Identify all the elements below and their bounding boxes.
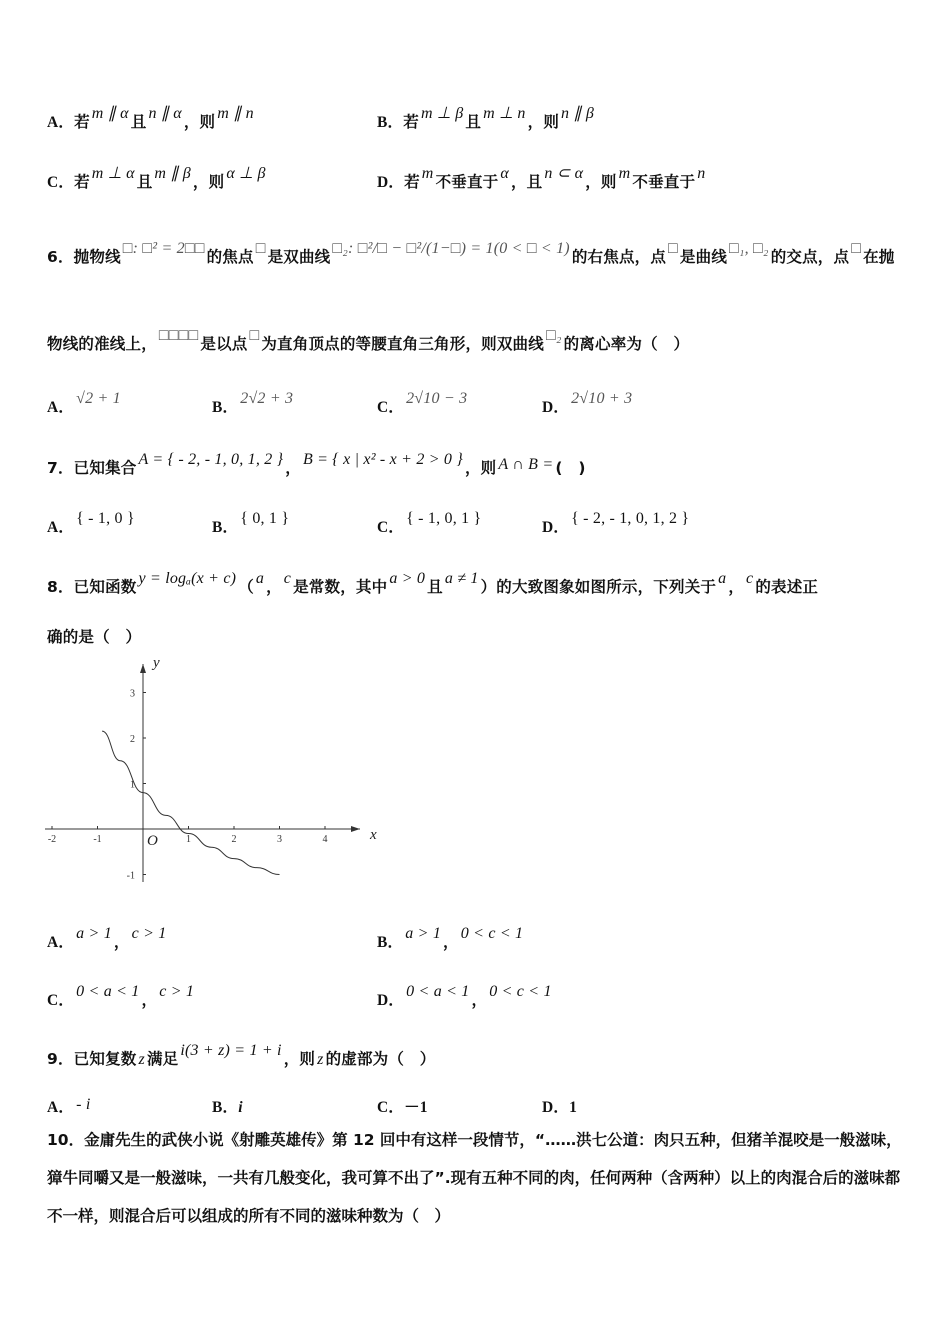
q7-option-d: D．{ - 2, - 1, 0, 1, 2 } — [542, 510, 690, 536]
q9-option-b: B．i — [212, 1099, 243, 1116]
x-tick-label: 4 — [322, 834, 328, 845]
x-tick-label: -2 — [47, 834, 57, 845]
x-tick-label: 2 — [231, 834, 237, 845]
q5-option-b: B．若 m ⊥ β 且 m ⊥ n ，则 n ∥ β — [377, 105, 594, 131]
q8-stem-line1: 8．已知函数 y = logₐ(x + c) （ a ， c 是常数，其中 a > 0 且 a ≠ 1 ）的大致图象如图所示，下列关于 a ， c 的表述正 — [47, 570, 819, 596]
origin-label: O — [147, 833, 158, 849]
q9-option-c: C．－1 — [377, 1099, 428, 1116]
x-tick-label: 3 — [277, 834, 282, 845]
q6-stem-line1: 6．抛物线 □: □² = 2□□ 的焦点 □ 是双曲线 □₂: □²/□ − □²/(1−□) = 1(0 < □ < 1) 的右焦点，点 □ 是曲线 □₁, □₂ 的交点，点 □ 在抛 — [47, 240, 895, 266]
q6-option-c: C．2√10 − 3 — [377, 390, 468, 416]
q8-stem-line2: 确的是（ ） — [47, 628, 142, 646]
q5-option-a: A．若 m ∥ α 且 n ∥ α ，则 m ∥ n — [47, 105, 254, 131]
y-axis-arrow — [140, 664, 146, 673]
q6-option-b: B．2√2 + 3 — [212, 390, 294, 416]
q6-option-d: D．2√10 + 3 — [542, 390, 633, 416]
x-tick-label: -1 — [93, 834, 102, 845]
x-axis-label: x — [370, 827, 377, 843]
q9-option-d: D．1 — [542, 1099, 578, 1116]
q7-option-b: B．{ 0, 1 } — [212, 510, 290, 536]
q10-stem: 10．金庸先生的武侠小说《射雕英雄传》第 12 回中有这样一段情节，“……洪七公道：肉只五种，但猪羊混咬是一般滋味，獐牛同嚼又是一般滋味，一共有几般变化，我可算不出了”.现有五种不同的肉，任何两种（含两种）以上的肉混合后的滋味都不一样，则混合后可以组成的所有不同的滋味种数为（ ） — [47, 1131, 902, 1225]
y-tick-label: 1 — [130, 779, 135, 791]
x-axis-arrow — [351, 826, 360, 832]
x-tick-label: 1 — [186, 834, 191, 845]
y-axis-label: y — [153, 655, 160, 671]
y-tick-label: 2 — [130, 734, 135, 745]
q7-option-c: C．{ - 1, 0, 1 } — [377, 510, 482, 536]
q7-option-a: A．{ - 1, 0 } — [47, 510, 135, 536]
function-curve — [102, 731, 279, 874]
q8-option-c: C．0 < a < 1 ， c > 1 — [47, 983, 195, 1009]
q5-option-d: D．若 m 不垂直于 α ，且 n ⊂ α ，则 m 不垂直于 n — [377, 165, 706, 191]
q8-option-d: D．0 < a < 1 ， 0 < c < 1 — [377, 983, 552, 1009]
function-graph — [40, 650, 390, 890]
y-tick-label: 3 — [130, 688, 135, 700]
q8-option-a: A．a > 1 ， c > 1 — [47, 925, 167, 951]
q8-option-b: B．a > 1 ， 0 < c < 1 — [377, 925, 524, 951]
q5-option-c: C．若 m ⊥ α 且 m ∥ β ，则 α ⊥ β — [47, 165, 266, 191]
q9-stem: 9．已知复数 z 满足 i(3 + z) = 1 + i ，则 z 的虚部为（ ） — [47, 1042, 436, 1068]
q6-option-a: A．√2 + 1 — [47, 390, 121, 416]
y-tick-label: -1 — [126, 870, 135, 882]
q9-option-a: A． - i — [47, 1096, 91, 1116]
q7-stem: 7．已知集合 A = { - 2, - 1, 0, 1, 2 } ， B = { x | x² - x + 2 > 0 } ，则 A ∩ B = ( ) — [47, 451, 586, 477]
q6-stem-line2: 物线的准线上， □□□□ 是以点 □ 为直角顶点的等腰直角三角形，则双曲线 □₂ 的离心率为（ ） — [47, 327, 690, 353]
